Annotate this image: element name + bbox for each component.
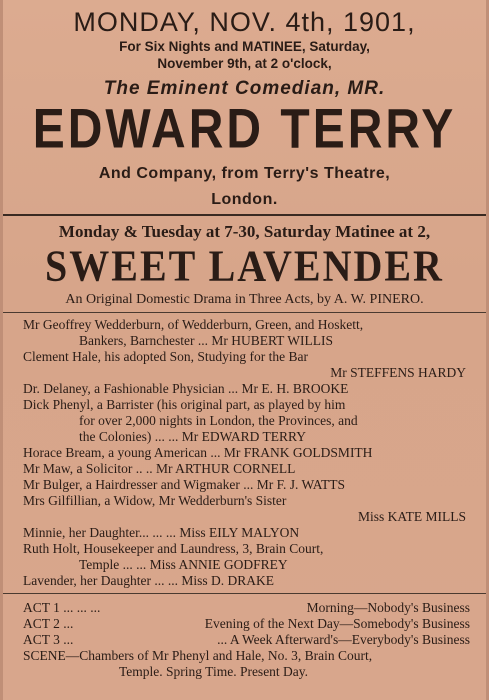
play-tagline: An Original Domestic Drama in Three Acts, by A. W. PINERO.	[65, 292, 424, 307]
cast-line: for over 2,000 nights in London, the Provinces, and	[79, 413, 358, 428]
company-line-2: London.	[211, 191, 278, 208]
act-label: ACT 1 ... ... ...	[23, 600, 101, 615]
act-row	[23, 600, 470, 616]
cast-line: Horace Bream, a young American ... Mr FRANK GOLDSMITH	[23, 445, 373, 460]
cast-list	[3, 313, 486, 589]
cast-line: Minnie, her Daughter... ... ... Miss EILY MALYON	[23, 525, 300, 540]
date-heading: MONDAY, NOV. 4th, 1901,	[73, 7, 416, 37]
act-description: Evening of the Next Day—Somebody's Business	[204, 616, 470, 631]
acts-list	[3, 594, 486, 680]
cast-line: Clement Hale, his adopted Son, Studying for the Bar	[23, 349, 308, 364]
cast-line: Mr Geoffrey Wedderburn, of Wedderburn, Green, and Hoskett,	[23, 317, 364, 332]
act-label: ACT 3 ...	[23, 632, 74, 647]
run-details-line-2: November 9th, at 2 o'clock,	[157, 56, 332, 71]
act-row	[23, 632, 470, 648]
cast-line: Mr STEFFENS HARDY	[330, 365, 466, 380]
cast-line: Mrs Gilfillian, a Widow, Mr Wedderburn's Sister	[23, 493, 287, 508]
act-row	[23, 616, 470, 632]
performance-schedule: Monday & Tuesday at 7-30, Saturday Matinee at 2,	[58, 222, 431, 241]
company-line-1: And Company, from Terry's Theatre,	[98, 165, 391, 182]
eminent-comedian-line: The Eminent Comedian, MR.	[103, 78, 386, 99]
cast-line: Mr Bulger, a Hairdresser and Wigmaker ... Mr F. J. WATTS	[23, 477, 346, 492]
cast-line: Temple ... ... Miss ANNIE GODFREY	[79, 557, 288, 572]
cast-line: the Colonies) ... ... Mr EDWARD TERRY	[79, 429, 306, 444]
play-title: SWEET LAVENDER	[45, 240, 444, 291]
divider	[3, 214, 486, 216]
run-details-line-1: For Six Nights and MATINEE, Saturday,	[119, 39, 370, 54]
cast-line: Lavender, her Daughter ... ... Miss D. DRAKE	[23, 573, 275, 588]
act-description: Morning—Nobody's Business	[306, 600, 470, 615]
cast-line: Ruth Holt, Housekeeper and Laundress, 3, Brain Court,	[23, 541, 324, 556]
cast-line: Dr. Delaney, a Fashionable Physician ... Mr E. H. BROOKE	[23, 381, 349, 396]
star-name: EDWARD TERRY	[32, 98, 457, 160]
cast-line: Dick Phenyl, a Barrister (his original part, as played by him	[23, 397, 346, 412]
scene-line-2: Temple. Spring Time. Present Day.	[119, 664, 309, 679]
scene-line-1: SCENE—Chambers of Mr Phenyl and Hale, No. 3, Brain Court,	[23, 648, 373, 663]
act-label: ACT 2 ...	[23, 616, 74, 631]
cast-line: Bankers, Barnchester ... Mr HUBERT WILLIS	[79, 333, 334, 348]
act-description: ... A Week Afterward's—Everybody's Business	[217, 632, 470, 647]
cast-line: Mr Maw, a Solicitor .. .. Mr ARTHUR CORNELL	[23, 461, 296, 476]
cast-line: Miss KATE MILLS	[357, 509, 466, 524]
